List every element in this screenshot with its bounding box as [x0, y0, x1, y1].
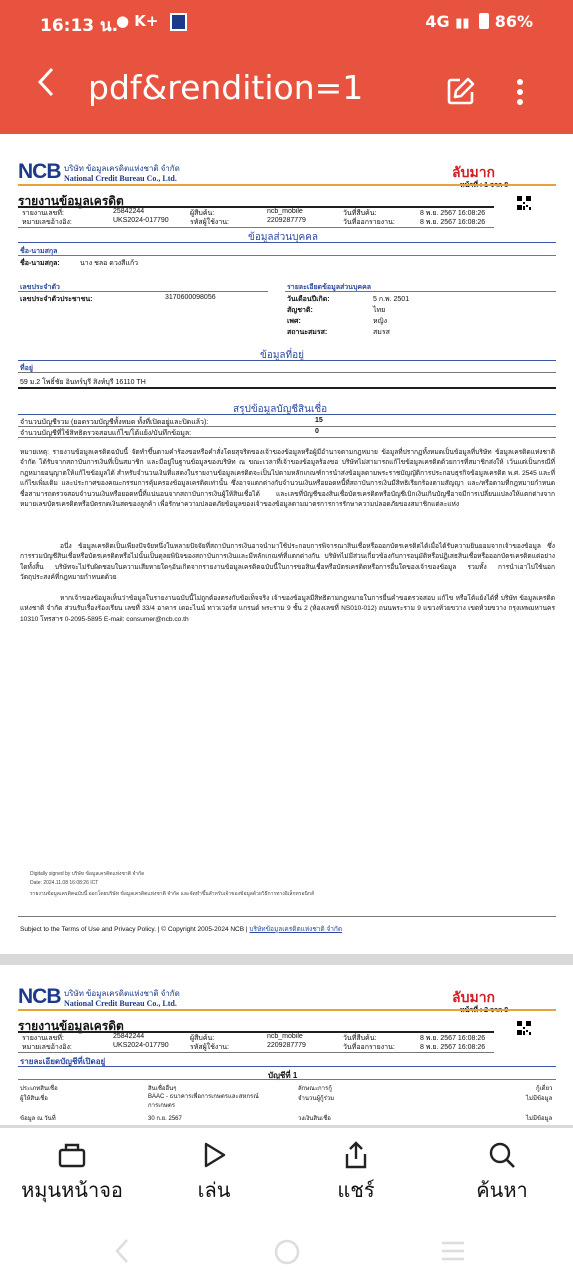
open-accounts-rule: [18, 1066, 556, 1067]
gender-value: หญิง: [373, 318, 387, 325]
summary-rule: [18, 414, 556, 415]
page-number: หน้าที่ : 1 จาก 8: [460, 182, 509, 189]
footer: [20, 924, 342, 934]
user-id: 2209287779: [267, 217, 306, 224]
rotate-label: หมุนหน้าจอ: [21, 1178, 123, 1202]
rotate-screen-icon: [56, 1140, 88, 1170]
company-name-en: National Credit Bureau Co., Ltd.: [64, 174, 177, 183]
member: ncb_mobile: [267, 1033, 303, 1040]
signal-icon: ▮▮: [455, 16, 470, 31]
report-no-label: รายงานเลขที่:: [22, 210, 64, 217]
battery-icon: [479, 13, 489, 29]
play-button[interactable]: [176, 1128, 252, 1206]
personal-section-title: ข้อมูลส่วนบุคคล: [248, 232, 318, 243]
member-label: ผู้สืบค้น:: [190, 1035, 215, 1042]
inquiry-date: 8 พ.ย. 2567 16:08:26: [420, 210, 486, 217]
ncb-logo-text: NCB: [18, 160, 61, 183]
status-right: [425, 12, 533, 31]
loan-type-value: สินเชื่ออื่นๆ: [148, 1086, 177, 1092]
name-header: ชื่อ-นามสกุล: [20, 248, 58, 255]
notification-icons: ● K+: [116, 12, 159, 30]
report-no-label: รายงานเลขที่:: [22, 1035, 64, 1042]
note-paragraph-2: อนึ่ง ข้อมูลเครดิตเป็นเพียงปัจจัยหนึ่งในหลายปัจจัยที่สถาบันการเงินอาจนำมาใช้ประกอบการพิจารณาสินเชื่อหรือออกบัตรเครดิตได้เมื่อได้รับความยินยอมจากเจ้าของข้อมูล ซึ่งการรวมบัญชีสินเชื่อหรือบัตรเครดิตหรือไม่นั้นเป็นดุลยพินิจของสถาบันการเงินและมีหลักเกณฑ์ที่แตกต่างกัน บริษัทไม่มีส่วนเกี่ยวข้องกับการอนุมัติหรือปฏิเสธสินเชื่อหรือออกบัตรเครดิตแต่อย่างใดทั้งสิ้น บริษัทจะไม่รับผิดชอบในความเสียหายใดๆอันเกิดจากรายงานข้อมูลเครดิตฉบับนี้ในการขอสินเชื่อหรือบัตรเครดิตหรือการอื่นใดของเจ้าของข้อมูล รวมทั้ง การนำเอาไปใช้นอกวัตถุประสงค์ที่กฎหมายกำหนดด้วย: [20, 543, 555, 582]
header-divider: [18, 184, 556, 186]
gender-label: เพศ:: [287, 318, 301, 325]
play-icon: [200, 1140, 228, 1170]
personal-rule: [18, 242, 556, 243]
ncb-logo: [18, 985, 61, 1009]
member: ncb_mobile: [267, 208, 303, 215]
member-ref-label: หมายเลขอ้างอิง:: [22, 1044, 72, 1051]
play-label: เล่น: [197, 1178, 231, 1202]
confidential-label: ลับมาก: [452, 164, 496, 180]
pdf-page-2: [0, 965, 573, 1125]
nationality-label: สัญชาติ:: [287, 307, 313, 314]
inquiry-date-label: วันที่สืบค้น:: [343, 210, 377, 217]
borrow-type-value: กู้เดี่ยว: [536, 1086, 553, 1092]
network-label: 4G: [425, 12, 450, 31]
dob-value: 5 ก.พ. 2501: [373, 296, 410, 303]
search-label: ค้นหา: [476, 1178, 528, 1202]
data-as-of-label: ข้อมูล ณ วันที่: [20, 1116, 56, 1122]
share-button[interactable]: [318, 1128, 394, 1206]
account-title-rule: [18, 1079, 556, 1080]
ncb-logo: [18, 160, 61, 184]
company-name: [64, 989, 180, 1009]
signature-line-1: Digitally signed by บริษัท ข้อมูลเครดิตแห่งชาติ จำกัด: [30, 871, 145, 877]
summary-row1-label: จำนวนบัญชีรวม (ยอดรวมบัญชีทั้งหมด ทั้งที่เปิดอยู่และปิดแล้ว):: [20, 419, 209, 426]
qr-code-icon: [517, 196, 531, 210]
summary-row2-label: จำนวนบัญชีที่ใช้สิทธิตรวจสอบแก้ไข/โต้แย้ง/บันทึกข้อมูล:: [20, 430, 192, 437]
marital-label: สถานะสมรส:: [287, 329, 328, 336]
summary-row2-value: 0: [315, 428, 319, 435]
lender-value: BAAC - ธนาคารเพื่อการเกษตรและสหกรณ์การเกษตร: [148, 1094, 259, 1109]
note-paragraph-1: หมายเหตุ: รายงานข้อมูลเครดิตฉบับนี้ จัดทำขึ้นตามคำร้องขอหรือคำสั่งโดยสุจริตของเจ้าของข้อมูลหรือผู้มีอำนาจตามกฎหมาย ข้อมูลที่ปรากฏทั้งหมดเป็นข้อมูลที่บริษัท ข้อมูลเครดิตแห่งชาติ จำกัด ได้รับจากสถาบันการเงินที่เป็นสมาชิก และมีอยู่ในฐานข้อมูลของบริษัท ณ ขณะเวลาที่เจ้าของข้อมูลร้องขอ บริษัทไม่สามารถแก้ไขข้อมูลเครดิตด้วยการที่สมาชิกส่งให้ เว้นแต่เป็นกรณีที่กฎหมายอนุญาตให้แก้ไขข้อมูลได้ สำหรับจำนวนเงินที่แสดงในรายงานข้อมูลเครดิตจะเป็นไปตามหลักเกณฑ์การนำส่งข้อมูลตามพระราชบัญญัติการประกอบธุรกิจข้อมูลเครดิต พ.ศ. 2545 และที่แก้ไขเพิ่มเติม และประกาศของคณะกรรมการคุ้มครองข้อมูลเครดิตเท่านั้น ซึ่งอาจแตกต่างกับจำนวนเงินหรือยอดหนี้ที่สถาบันการเงินมีสิทธิเรียกร้องตามสัญญา และ/หรือตามที่กฎหมายกำหนด ชื่อสามารถตรวจสอบจำนวนเงินหรือยอดหนี้ที่แน่นอนจากสถาบันการเงินผู้ให้สินเชื่อได้ และเลขที่บัญชีของสินเชื่อบัตรเครดิตหรือบัญชีเบิกเงินเกินบัญชีอาจมีการเปลี่ยนแปลงให้แตกต่างจากหมายเลขบัตรเครดิตหรือบัตรกดเงินสดของลูกค้า เพื่อรักษาความปลอดภัยข้อมูลของเจ้าของข้อมูลตามมาตรการการรักษาความปลอดภัยของสมาชิกแต่ละแห่ง: [20, 449, 555, 509]
user-id-label: รหัสผู้ใช้งาน:: [190, 219, 229, 226]
search-icon: [487, 1140, 517, 1170]
app-bar: [0, 48, 573, 134]
page-title: pdf&rendition=1: [88, 68, 364, 107]
detail-header: รายละเอียดข้อมูลส่วนบุคคล: [287, 284, 372, 291]
user-id-label: รหัสผู้ใช้งาน:: [190, 1044, 229, 1051]
member-ref-label: หมายเลขอ้างอิง:: [22, 219, 72, 226]
detail-rule: [285, 291, 556, 292]
qr-code-icon: [517, 1021, 531, 1035]
share-label: แชร์: [337, 1178, 375, 1202]
address-rule: [18, 360, 556, 361]
nationality-value: ไทย: [373, 307, 386, 314]
status-time: 16:13 น.: [40, 16, 119, 36]
report-date-label: วันที่ออกรายงาน:: [343, 1044, 395, 1051]
report-no: 25842244: [113, 1033, 145, 1040]
borrow-type-label: ลักษณะการกู้: [298, 1086, 332, 1092]
id-value: 3170600098056: [165, 294, 216, 301]
address-bottom-rule: [18, 387, 556, 389]
member-ref: UKS2024-017790: [113, 1042, 169, 1049]
meta-bottom-rule: [18, 227, 494, 228]
address-header-rule: [18, 372, 556, 373]
credit-limit-value: ไม่มีข้อมูล: [526, 1116, 553, 1122]
id-rule: [18, 291, 268, 292]
open-accounts-header: รายละเอียดบัญชีที่เปิดอยู่: [20, 1057, 106, 1066]
name-label: ชื่อ-นามสกุล:: [20, 260, 60, 267]
meta-bottom-rule: [18, 1052, 494, 1053]
home-nav-icon[interactable]: [274, 1239, 300, 1269]
confidential-label: ลับมาก: [452, 989, 496, 1005]
footer-text: Subject to the Terms of Use and Privacy Policy. | © Copyright 2005-2024 NCB |: [20, 926, 248, 933]
id-header: เลขประจำตัว: [20, 284, 60, 291]
ncb-logo-text: NCB: [18, 985, 61, 1008]
note-paragraph-3: หากเจ้าของข้อมูลเห็นว่าข้อมูลในรายงานฉบับนี้ไม่ถูกต้องตรงกับข้อเท็จจริง เจ้าของข้อมูลมีสิทธิตามกฎหมายในการยื่นคำขอตรวจสอบ แก้ไข หรือโต้แย้งได้ที่ บริษัท ข้อมูลเครดิตแห่งชาติ จำกัด ส่วนรับเรื่องร้องเรียน เลขที่ 33/4 อาคาร เดอะไนน์ ทาวเวอร์ส แกรนด์ พระราม 9 ชั้น 2 (ห้องเลขที่ NS010-012) ถนนพระราม 9 แขวงห้วยขวาง เขตห้วยขวาง กรุงเทพมหานคร 10310 โทรสาร 0-2095-5895 E-mail: consumer@ncb.co.th: [20, 595, 555, 623]
recents-nav-icon[interactable]: [440, 1240, 466, 1266]
dob-label: วันเดือนปีเกิด:: [287, 296, 330, 303]
company-name-th: บริษัท ข้อมูลเครดิตแห่งชาติ จำกัด: [64, 164, 180, 173]
inquiry-date: 8 พ.ย. 2567 16:08:26: [420, 1035, 486, 1042]
report-date-label: วันที่ออกรายงาน:: [343, 219, 395, 226]
page-number: หน้าที่ : 2 จาก 8: [460, 1007, 509, 1014]
address-header: ที่อยู่: [20, 365, 33, 372]
inquiry-date-label: วันที่สืบค้น:: [343, 1035, 377, 1042]
loan-type-label: ประเภทสินเชื่อ: [20, 1086, 58, 1092]
search-button[interactable]: [462, 1128, 542, 1206]
data-as-of-value: 30 ก.ย. 2567: [148, 1116, 182, 1122]
summary-section-title: สรุปข้อมูลบัญชีสินเชื่อ: [233, 404, 328, 415]
summary-bottom-rule: [18, 437, 556, 438]
header-divider: [18, 1009, 556, 1011]
address-section-title: ข้อมูลที่อยู่: [260, 350, 305, 361]
report-date: 8 พ.ย. 2567 16:08:26: [420, 219, 486, 226]
co-borrowers-value: ไม่มีข้อมูล: [526, 1096, 553, 1102]
report-title: รายงานข้อมูลเครดิต: [18, 194, 124, 208]
battery-percent: 86%: [494, 12, 533, 31]
address-value: 59 ม.2 โพธิ์ชัย อินทร์บุรี สิงห์บุรี 16110 TH: [20, 379, 146, 386]
status-bar: [0, 0, 573, 48]
name-rule: [18, 255, 556, 256]
report-date: 8 พ.ย. 2567 16:08:26: [420, 1044, 486, 1051]
company-name: [64, 164, 180, 184]
rotate-button[interactable]: [14, 1128, 130, 1206]
co-borrowers-label: จำนวนผู้กู้ร่วม: [298, 1096, 335, 1102]
report-title: รายงานข้อมูลเครดิต: [18, 1019, 124, 1033]
company-name-th: บริษัท ข้อมูลเครดิตแห่งชาติ จำกัด: [64, 989, 180, 998]
edit-icon[interactable]: [446, 76, 476, 106]
id-label: เลขประจำตัวประชาชน:: [20, 296, 93, 303]
summary-row1-value: 15: [315, 417, 323, 424]
footer-rule: [18, 916, 556, 917]
back-nav-icon[interactable]: [114, 1238, 130, 1268]
member-label: ผู้สืบค้น:: [190, 210, 215, 217]
app-notification-icon: [170, 13, 187, 31]
marital-value: สมรส: [373, 329, 390, 336]
name-value: นาง ชลอ ดวงสีแก้ว: [80, 260, 139, 267]
bottom-action-bar: [0, 1128, 573, 1218]
user-id: 2209287779: [267, 1042, 306, 1049]
lender-label: ผู้ให้สินเชื่อ: [20, 1096, 48, 1102]
summary-row-rule: [18, 426, 556, 427]
account-title: บัญชีที่ 1: [268, 1071, 298, 1080]
footer-company-link[interactable]: บริษัทข้อมูลเครดิตแห่งชาติ จำกัด: [249, 926, 343, 933]
signature-line-3: รายงานข้อมูลเครดิตฉบับนี้ ออกโดยบริษัท ข้อมูลเครดิตแห่งชาติ จำกัด และจัดทำขึ้นสำหรับเจ้าของข้อมูลด้วยวิธีการทางอิเล็กทรอนิกส์: [30, 891, 314, 897]
pdf-page-1: [0, 134, 573, 954]
company-name-en: National Credit Bureau Co., Ltd.: [64, 999, 177, 1008]
credit-limit-label: วงเงินสินเชื่อ: [298, 1116, 331, 1122]
more-options-icon[interactable]: [516, 78, 524, 108]
report-no: 25842244: [113, 208, 145, 215]
signature-line-2: Date: 2024.11.08 16:08:26 ICT: [30, 880, 99, 886]
share-icon: [341, 1140, 371, 1170]
system-navigation-bar: [0, 1218, 573, 1280]
member-ref: UKS2024-017790: [113, 217, 169, 224]
back-icon[interactable]: [36, 66, 56, 107]
